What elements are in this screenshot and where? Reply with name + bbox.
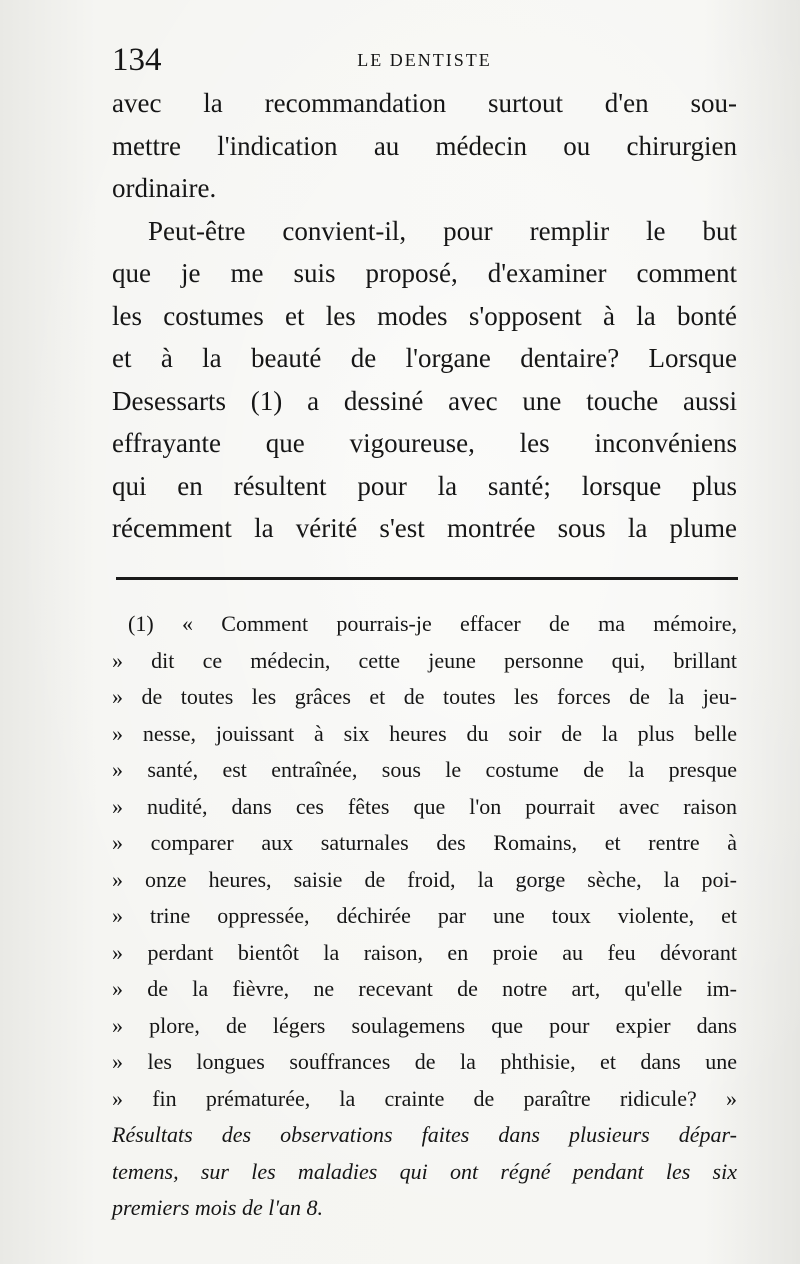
footnote-line: » santé, est entraînée, sous le costume de la presque [112,757,737,782]
page-number: 134 [112,42,162,78]
footnote-separator-rule [116,577,738,580]
footnote-line: » fin prématurée, la crainte de paraître ridicule? » [112,1085,737,1111]
footnote-line: » trine oppressée, déchirée par une toux violente, et [112,903,737,928]
footnote-line: » plore, de légers soulagemens que pour expier dans [112,1012,737,1038]
body-text [112,82,737,550]
page-header [112,40,737,80]
running-title: LE DENTISTE [357,50,492,70]
body-line: que je me suis proposé, d'examiner comment [112,258,737,288]
body-line: mettre l'indication au médecin ou chirurgien [112,130,737,161]
body-line: Peut-être convient-il, pour remplir le but [148,215,737,246]
body-line: récemment la vérité s'est montrée sous la plume [112,513,737,543]
footnote-line: » dit ce médecin, cette jeune personne qui, brillant [112,647,737,673]
footnote-line: » perdant bientôt la raison, en proie au feu dévorant [112,939,737,965]
body-line: et à la beauté de l'organe dentaire? Lorsque [112,343,737,373]
footnote-citation-line: Résultats des observations faites dans plusieurs dépar- [112,1122,737,1147]
body-line: les costumes et les modes s'opposent à la bonté [112,300,737,331]
footnote-line: (1) « Comment pourrais-je effacer de ma mémoire, [128,611,737,636]
footnote-line: » nudité, dans ces fêtes que l'on pourrait avec raison [112,793,737,819]
body-line: Desessarts (1) a dessiné avec une touche aussi [112,385,737,416]
footnote [112,606,737,1227]
footnote-citation-line: temens, sur les maladies qui ont régné pendant les six [112,1158,737,1184]
footnote-line: » les longues souffrances de la phthisie, et dans une [112,1049,737,1074]
footnote-line: » de toutes les grâces et de toutes les forces de la jeu- [112,684,737,709]
footnote-line: » nesse, jouissant à six heures du soir de la plus belle [112,720,737,746]
footnote-line: » comparer aux saturnales des Romains, et rentre à [112,830,737,855]
body-line: avec la recommandation surtout d'en sou- [112,88,737,118]
body-line: qui en résultent pour la santé; lorsque plus [112,470,737,501]
footnote-citation-line: premiers mois de l'an 8. [112,1195,324,1220]
body-line: effrayante que vigoureuse, les inconvéniens [112,428,737,458]
footnote-line: » de la fièvre, ne recevant de notre art, qu'elle im- [112,976,737,1001]
body-line: ordinaire. [112,173,217,203]
footnote-line: » onze heures, saisie de froid, la gorge sèche, la poi- [112,866,737,892]
